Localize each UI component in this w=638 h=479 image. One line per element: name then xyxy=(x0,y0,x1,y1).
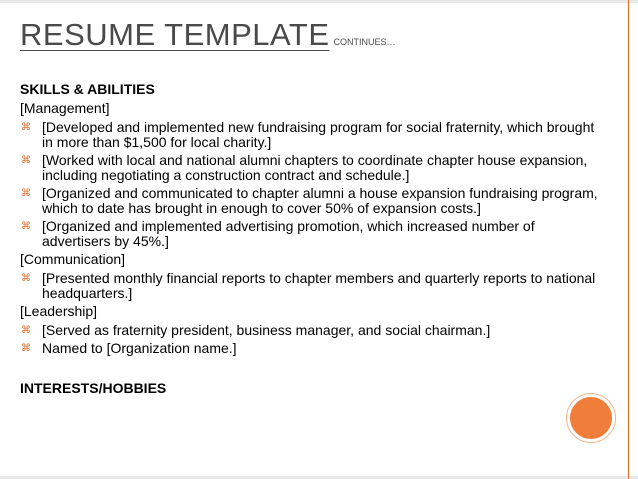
page-subtitle: CONTINUES… xyxy=(333,37,396,47)
list-item-text: [Presented monthly financial reports to chapter members and quarterly reports to national headquarters.] xyxy=(42,270,596,301)
page-title: RESUME TEMPLATE xyxy=(20,17,330,52)
bullet-icon: ⌘ xyxy=(21,155,31,166)
list-item xyxy=(20,120,600,150)
list-item xyxy=(20,341,600,356)
group-label-communication: [Communication] xyxy=(20,251,126,267)
title-block xyxy=(20,17,396,53)
bullet-icon: ⌘ xyxy=(21,221,31,232)
list-item xyxy=(20,153,600,183)
list-item-text: [Served as fraternity president, business manager, and social chairman.] xyxy=(42,322,491,338)
section-heading-skills: SKILLS & ABILITIES xyxy=(20,81,155,97)
bullet-icon: ⌘ xyxy=(21,273,31,284)
bullet-icon: ⌘ xyxy=(21,122,31,133)
frame-top-border xyxy=(0,0,638,3)
list-item-text: [Organized and implemented advertising promotion, which increased number of advertisers by 45%.] xyxy=(42,218,535,249)
list-item xyxy=(20,186,600,216)
orange-circle-decoration xyxy=(567,394,615,442)
slide-content xyxy=(20,80,600,397)
frame-right-line xyxy=(628,0,629,479)
list-item xyxy=(20,219,600,249)
group-label-leadership: [Leadership] xyxy=(20,303,98,319)
section-heading-interests: INTERESTS/HOBBIES xyxy=(20,380,167,396)
list-item-text: [Worked with local and national alumni chapters to coordinate chapter house expansion, including negotiating a construction contract and schedule.] xyxy=(42,152,588,183)
bullet-icon: ⌘ xyxy=(21,325,31,336)
bullet-icon: ⌘ xyxy=(21,343,31,354)
list-item xyxy=(20,323,600,338)
list-item xyxy=(20,271,600,301)
list-item-text: [Developed and implemented new fundraising program for social fraternity, which brought in more than $1,500 for local charity.] xyxy=(42,119,595,150)
list-item-text: Named to [Organization name.] xyxy=(42,340,237,356)
bullet-icon: ⌘ xyxy=(21,188,31,199)
list-item-text: [Organized and communicated to chapter alumni a house expansion fundraising program, which to date has brought in enough to cover 50% of expansion costs.] xyxy=(42,185,598,216)
group-label-management: [Management] xyxy=(20,100,110,116)
